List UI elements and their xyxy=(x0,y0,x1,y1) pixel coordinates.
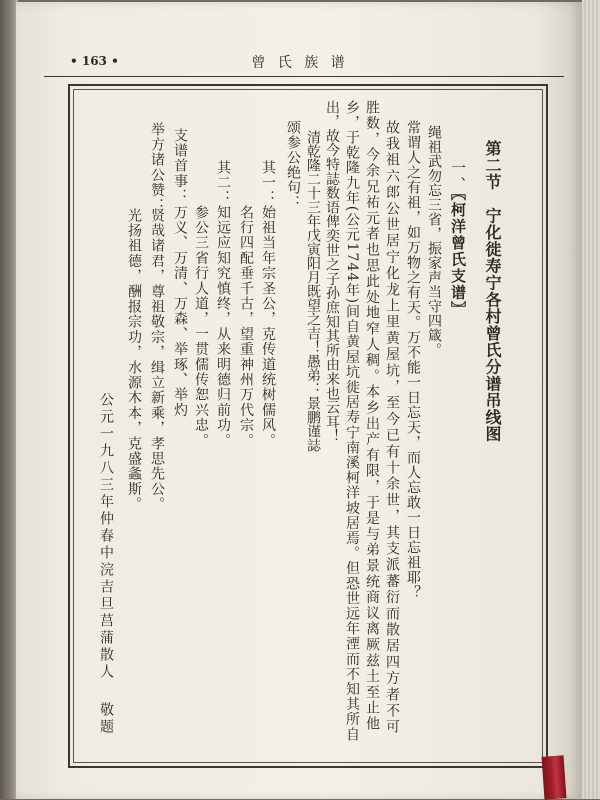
preface-column: 胜数，今余兄祐元者也思此处地窄人稠。本乡出产有限，于是与弟景统商议离厥兹土至止他 xyxy=(364,100,380,732)
colophon-date-author: 公元一九八三年仲春中浣吉旦莒蒲散人 xyxy=(98,392,114,681)
poems-heading: 颂参公绝句： xyxy=(285,120,301,210)
page-number: • 163 • xyxy=(70,54,119,68)
poem-line: 始祖当年宗圣公，克传道统树儒风。 xyxy=(260,205,276,449)
poem-line: 知远应知究慎终，从来明德归前功。 xyxy=(215,205,231,449)
eulogy-label: 举方诸公赞： xyxy=(149,122,165,214)
section-title: 第二节 宁化徙寿宁各村曾氏分谱吊线图 xyxy=(483,140,502,443)
subsection-heading xyxy=(448,160,468,318)
preface-column: 乡，于乾隆九年(公元1744年)间自黄屋坑徙居寿宁南溪柯洋坡居焉。但恐世远年湮而不知其所自 xyxy=(344,100,360,743)
preface-signature: 愚弟：景鹏谨誌 xyxy=(305,354,321,452)
poem-line: 名行四配垂千古，望重神州万代宗。 xyxy=(238,205,254,449)
eulogy-line: 光扬祖德，酬报宗功，水源木本，克盛螽斯。 xyxy=(126,208,142,512)
bookmark-ribbon xyxy=(542,755,567,799)
poem-label: 其一： xyxy=(260,160,276,206)
preface-column: 故我祖六郎公世居宁化龙上里黄屋坑，至今已有十余世，其支派蕃衍而散居四方者不可 xyxy=(384,120,400,736)
colophon-closing: 敬题 xyxy=(98,702,114,736)
page-edges xyxy=(582,0,600,799)
subsection-number: 一、 xyxy=(449,160,467,193)
eulogy-line: 贤哉诸君，尊祖敬宗，缉立新乘，孝思先公。 xyxy=(149,208,165,512)
running-head-title: 曾 氏 族 谱 xyxy=(251,55,349,71)
founders-names: 万义、万清、万森、举琢、举灼 xyxy=(172,205,188,418)
header-rule xyxy=(44,76,564,77)
preface-column: 常谓人之有祖，如万物之有天。万不能一日忘天，而人忘敢一日忘祖耶？ xyxy=(405,120,421,600)
poem-line: 参公三省行人道，一贯儒传恕兴忠。 xyxy=(193,205,209,449)
preface-column: 出，故今特誌数语俾奕世之子孙庶知其所由来也云耳！ xyxy=(324,100,340,444)
family-motto: 绳祖武勿忘三省，振家声当守四箴。 xyxy=(426,125,442,357)
poem-label: 其二： xyxy=(215,160,231,206)
preface-date-signature xyxy=(304,130,322,452)
preface-date: 清乾隆二十三年戊寅阳月既望之吉！ xyxy=(305,130,321,354)
subsection-title: 〖柯洋曾氏支谱〗 xyxy=(449,193,467,318)
founders-label: 支谱首事： xyxy=(172,128,188,204)
